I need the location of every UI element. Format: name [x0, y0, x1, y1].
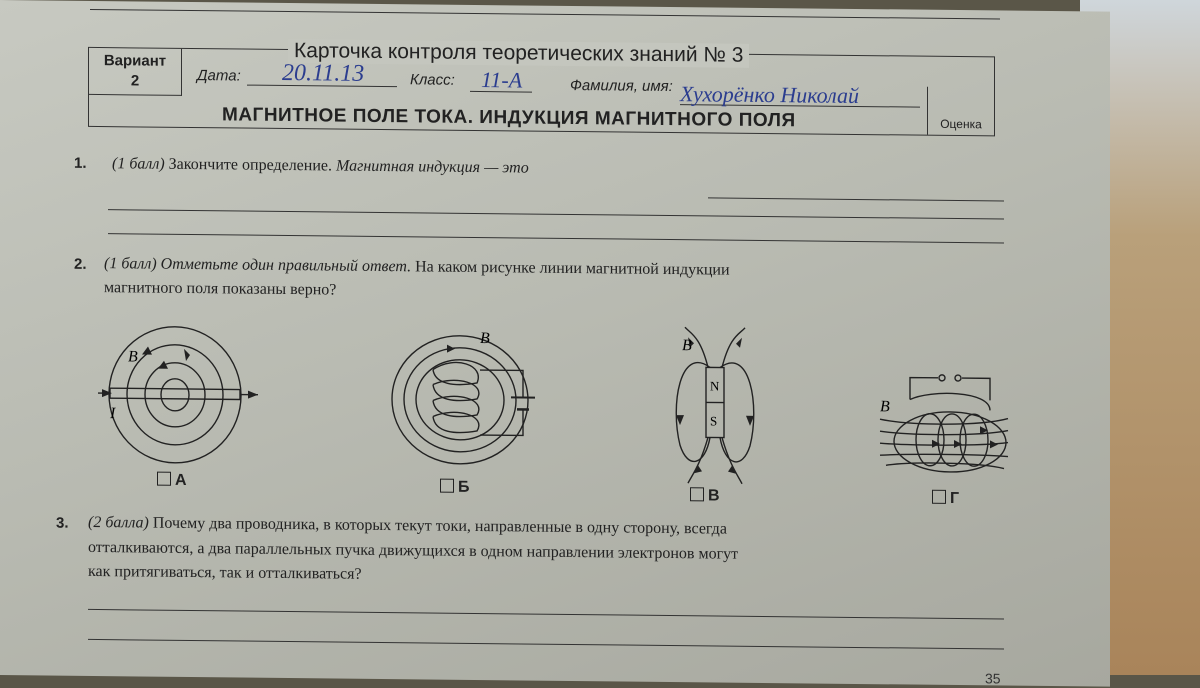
option-v-label: В [708, 487, 720, 504]
date-value: 20.11.13 [282, 60, 364, 88]
q1-points: (1 балл) [112, 155, 165, 173]
option-a-checkbox[interactable] [157, 472, 171, 486]
option-a-label: А [175, 472, 187, 489]
option-a[interactable] [157, 472, 187, 490]
figure-v-south-label: S [710, 413, 717, 428]
q3-answer-line-1 [88, 609, 1004, 620]
class-value: 11-А [481, 67, 522, 93]
top-rule [90, 9, 1000, 20]
option-g-checkbox[interactable] [932, 490, 946, 504]
option-g-label: Г [950, 490, 959, 507]
figure-b-field-label: B [480, 330, 490, 347]
variant-cell [89, 48, 182, 96]
page-number: 35 [985, 670, 1001, 686]
option-b-checkbox[interactable] [440, 479, 454, 493]
variant-number: 2 [89, 71, 181, 92]
q2-question: На каком рисунке линии магнитной индукции [415, 258, 729, 278]
option-b[interactable] [440, 479, 470, 497]
main-title: МАГНИТНОЕ ПОЛЕ ТОКА. ИНДУКЦИЯ МАГНИТНОГО ПОЛЯ [222, 104, 796, 132]
q2-text-line2: магнитного поля показаны верно? [104, 279, 336, 299]
q1-number: 1. [74, 155, 87, 172]
figure-v-north-label: N [710, 378, 720, 393]
figure-a-current-label: I [109, 405, 116, 422]
figure-b [385, 324, 555, 476]
figure-g-field-label: B [880, 398, 890, 415]
q2-number: 2. [74, 256, 87, 273]
figure-a-field-label: B [128, 348, 138, 365]
card-title: Карточка контроля теоретических знаний № 3 [288, 39, 749, 68]
figure-a [90, 316, 270, 478]
q3-text-line1 [88, 514, 727, 539]
q3-text-line3: как притягиваться, так и отталкиваться? [88, 563, 362, 584]
figure-v [660, 325, 770, 486]
q3-points: (2 балла) [88, 514, 149, 532]
q3-text-first: Почему два проводника, в которых текут токи, направленные в одну сторону, всегда [153, 515, 727, 538]
q2-points: (1 балл) [104, 255, 157, 273]
q3-answer-line-2 [88, 639, 1004, 650]
q2-instruction: Отметьте один правильный ответ. [161, 256, 411, 276]
figure-g [870, 369, 1010, 490]
option-v-checkbox[interactable] [690, 487, 704, 501]
figure-v-field-label: B [682, 337, 692, 354]
class-label: Класс: [410, 71, 455, 88]
q3-number: 3. [56, 515, 69, 532]
date-label: Дата: [197, 67, 241, 84]
score-label: Оценка [928, 117, 994, 132]
variant-label: Вариант [89, 51, 181, 72]
q1-definition: Магнитная индукция — это [336, 158, 529, 177]
q1-answer-line-2 [108, 209, 1004, 219]
name-value: Хухорёнко Николай [680, 81, 859, 109]
name-label: Фамилия, имя: [570, 77, 673, 95]
option-v[interactable] [690, 487, 720, 505]
q1-instruction: Закончите определение. [169, 156, 332, 175]
option-b-label: Б [458, 479, 470, 496]
q1-answer-line-1 [708, 197, 1004, 201]
q1-answer-line-3 [108, 233, 1004, 243]
q2-text-line1 [104, 255, 730, 280]
score-cell [927, 87, 994, 136]
option-g[interactable] [932, 490, 959, 508]
q1-text [112, 155, 529, 177]
q3-text-line2: отталкиваются, а два параллельных пучка движущихся в одном направлении электронов могут [88, 539, 738, 564]
